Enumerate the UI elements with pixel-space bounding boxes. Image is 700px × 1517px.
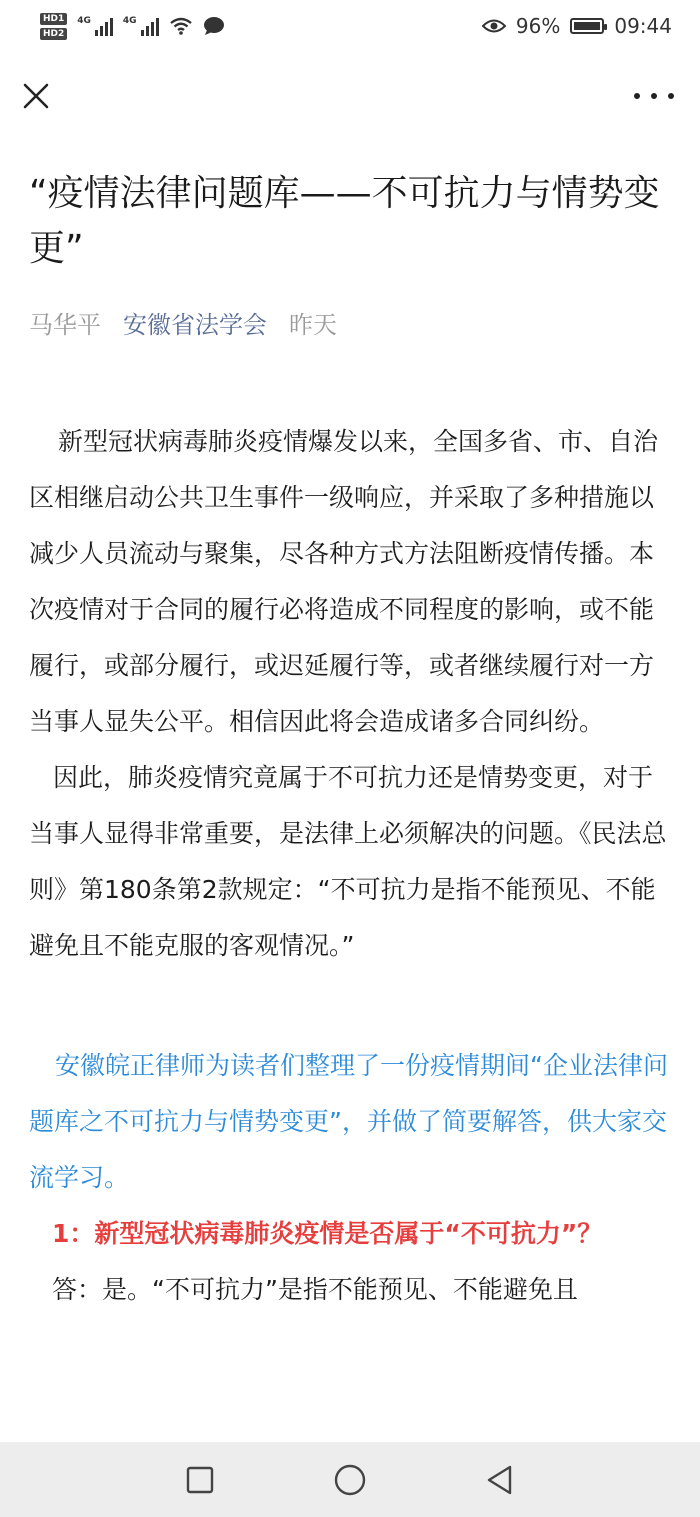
- status-bar: [0, 0, 700, 52]
- eye-comfort-icon: [482, 18, 506, 34]
- chat-icon: [203, 16, 225, 36]
- article-author: 马华平: [29, 311, 101, 339]
- paragraph-highlight: 安徽皖正律师为读者们整理了一份疫情期间“企业法律问题库之不可抗力与情势变更”，并做了简要解答，供大家交流学习。: [29, 1051, 668, 1192]
- paragraph-law: 因此，肺炎疫情究竟属于不可抗力还是情势变更，对于当事人显得非常重要，是法律上必须解决的问题。《民法总则》第180条第2款规定：“不可抗力是指不能预见、不能避免且不能克服的客观情况。”: [29, 763, 667, 960]
- paragraph-intro: 新型冠状病毒肺炎疫情爆发以来，全国多省、市、自治区相继启动公共卫生事件一级响应，并采取了多种措施以减少人员流动与聚集，尽各种方式方法阻断疫情传播。本次疫情对于合同的履行必将造成不同程度的影响，或不能履行，或部分履行，或迟延履行等，或者继续履行对一方当事人显失公平。相信因此将会造成诸多合同纠纷。: [29, 427, 659, 736]
- battery-percent: 96%: [515, 14, 561, 38]
- more-icon-dot: [634, 93, 640, 99]
- clock: 09:44: [614, 14, 672, 38]
- system-nav-bar: [0, 1442, 700, 1517]
- home-icon: [333, 1463, 367, 1497]
- article-meta: [29, 305, 669, 340]
- recent-apps-button[interactable]: [183, 1463, 217, 1497]
- hd2-badge: HD2: [40, 28, 67, 40]
- battery-icon: [570, 18, 604, 34]
- more-icon-dot: [668, 93, 674, 99]
- recent-apps-icon: [185, 1465, 215, 1495]
- article-date: 昨天: [289, 311, 337, 339]
- hd1-badge: HD1: [40, 13, 67, 25]
- back-button[interactable]: [483, 1463, 517, 1497]
- article-title: “疫情法律问题库——不可抗力与情势变更”: [29, 173, 660, 269]
- article: [29, 166, 669, 1318]
- close-icon: [18, 78, 54, 114]
- close-button[interactable]: [18, 78, 54, 114]
- top-nav: [0, 66, 700, 126]
- network-type-1: 4G: [77, 16, 91, 26]
- account-name-link[interactable]: 安徽省法学会: [123, 311, 267, 339]
- home-button[interactable]: [333, 1463, 367, 1497]
- status-left: [40, 13, 225, 40]
- more-icon-dot: [651, 93, 657, 99]
- question-heading: 1：新型冠状病毒肺炎疫情是否属于“不可抗力”？: [52, 1219, 603, 1248]
- signal-1-icon: [77, 16, 113, 36]
- wifi-icon: [169, 16, 193, 36]
- back-icon: [485, 1464, 515, 1496]
- network-type-2: 4G: [122, 16, 137, 26]
- more-button[interactable]: [634, 82, 674, 110]
- answer-paragraph: 答：是。“不可抗力”是指不能预见、不能避免且: [52, 1275, 578, 1304]
- hd-indicators: [40, 13, 67, 40]
- signal-2-icon: [123, 16, 159, 36]
- status-right: [482, 14, 672, 38]
- article-body: [29, 414, 669, 1318]
